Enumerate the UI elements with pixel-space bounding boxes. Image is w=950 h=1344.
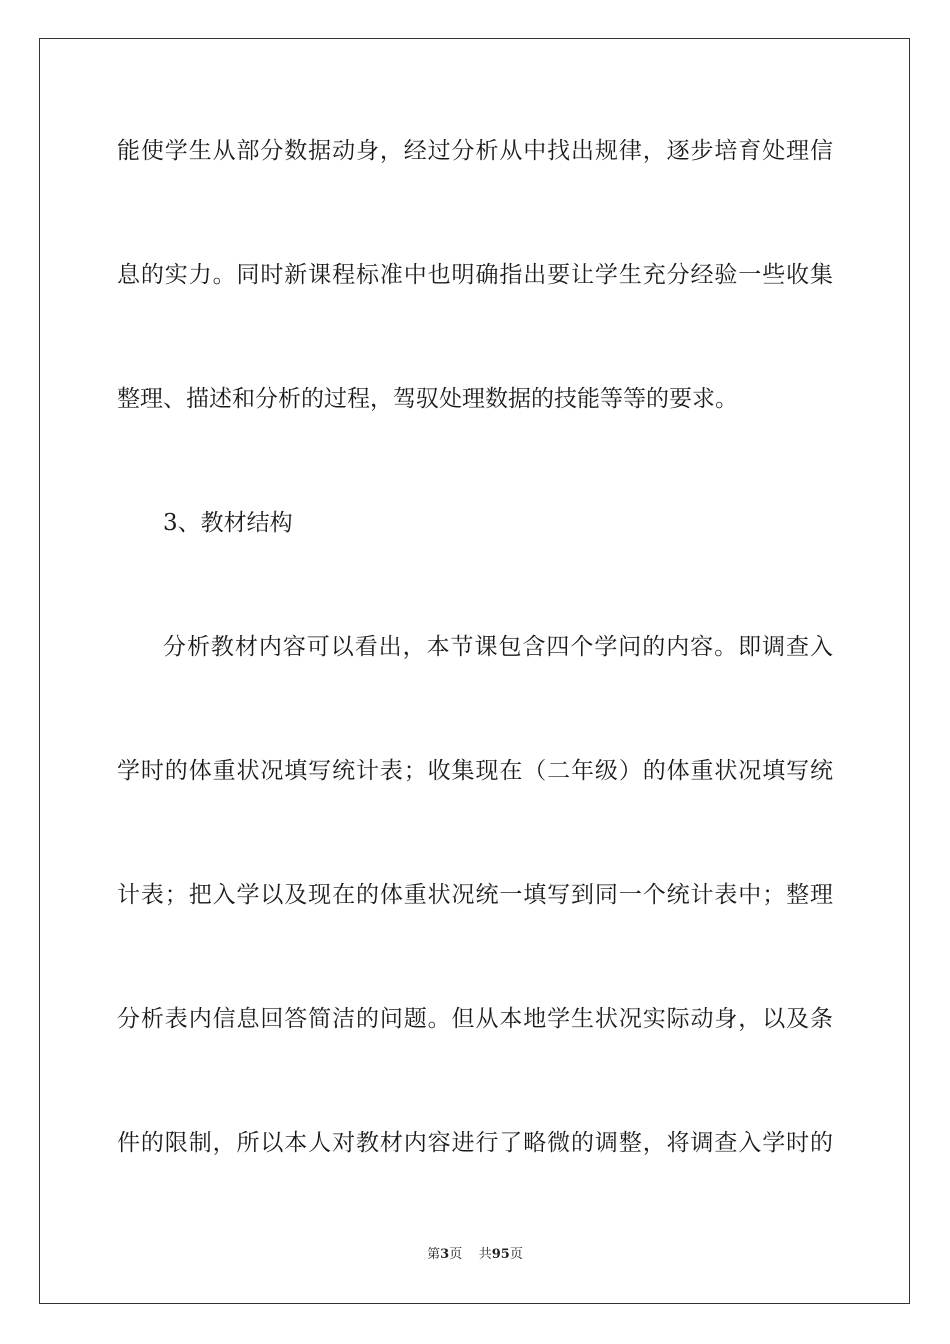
text-line-8: 分析表内信息回答简洁的问题。但从本地学生状况实际动身，以及条 <box>117 1006 833 1032</box>
footer-total-suffix: 页 <box>509 1247 523 1262</box>
text-line-9: 件的限制，所以本人对教材内容进行了略微的调整，将调查入学时的 <box>117 1130 833 1156</box>
page-border <box>39 38 910 1304</box>
page-footer <box>0 1246 950 1264</box>
footer-total-pages: 95 <box>491 1247 510 1262</box>
text-line-1: 能使学生从部分数据动身，经过分析从中找出规律，逐步培育处理信 <box>117 138 833 164</box>
section-heading: 3、教材结构 <box>163 510 293 536</box>
text-line-7: 计表；把入学以及现在的体重状况统一填写到同一个统计表中；整理 <box>117 882 833 908</box>
text-line-2: 息的实力。同时新课程标准中也明确指出要让学生充分经验一些收集 <box>117 262 833 288</box>
text-line-6: 学时的体重状况填写统计表；收集现在（二年级）的体重状况填写统 <box>117 758 833 784</box>
footer-total-prefix: 共 <box>478 1247 492 1262</box>
text-line-5: 分析教材内容可以看出，本节课包含四个学问的内容。即调查入 <box>163 634 833 660</box>
text-line-3: 整理、描述和分析的过程，驾驭处理数据的技能等等的要求。 <box>117 386 738 412</box>
footer-prefix: 第 <box>427 1247 441 1262</box>
footer-page-suffix: 页 <box>449 1247 463 1262</box>
footer-page-number: 3 <box>440 1247 450 1262</box>
